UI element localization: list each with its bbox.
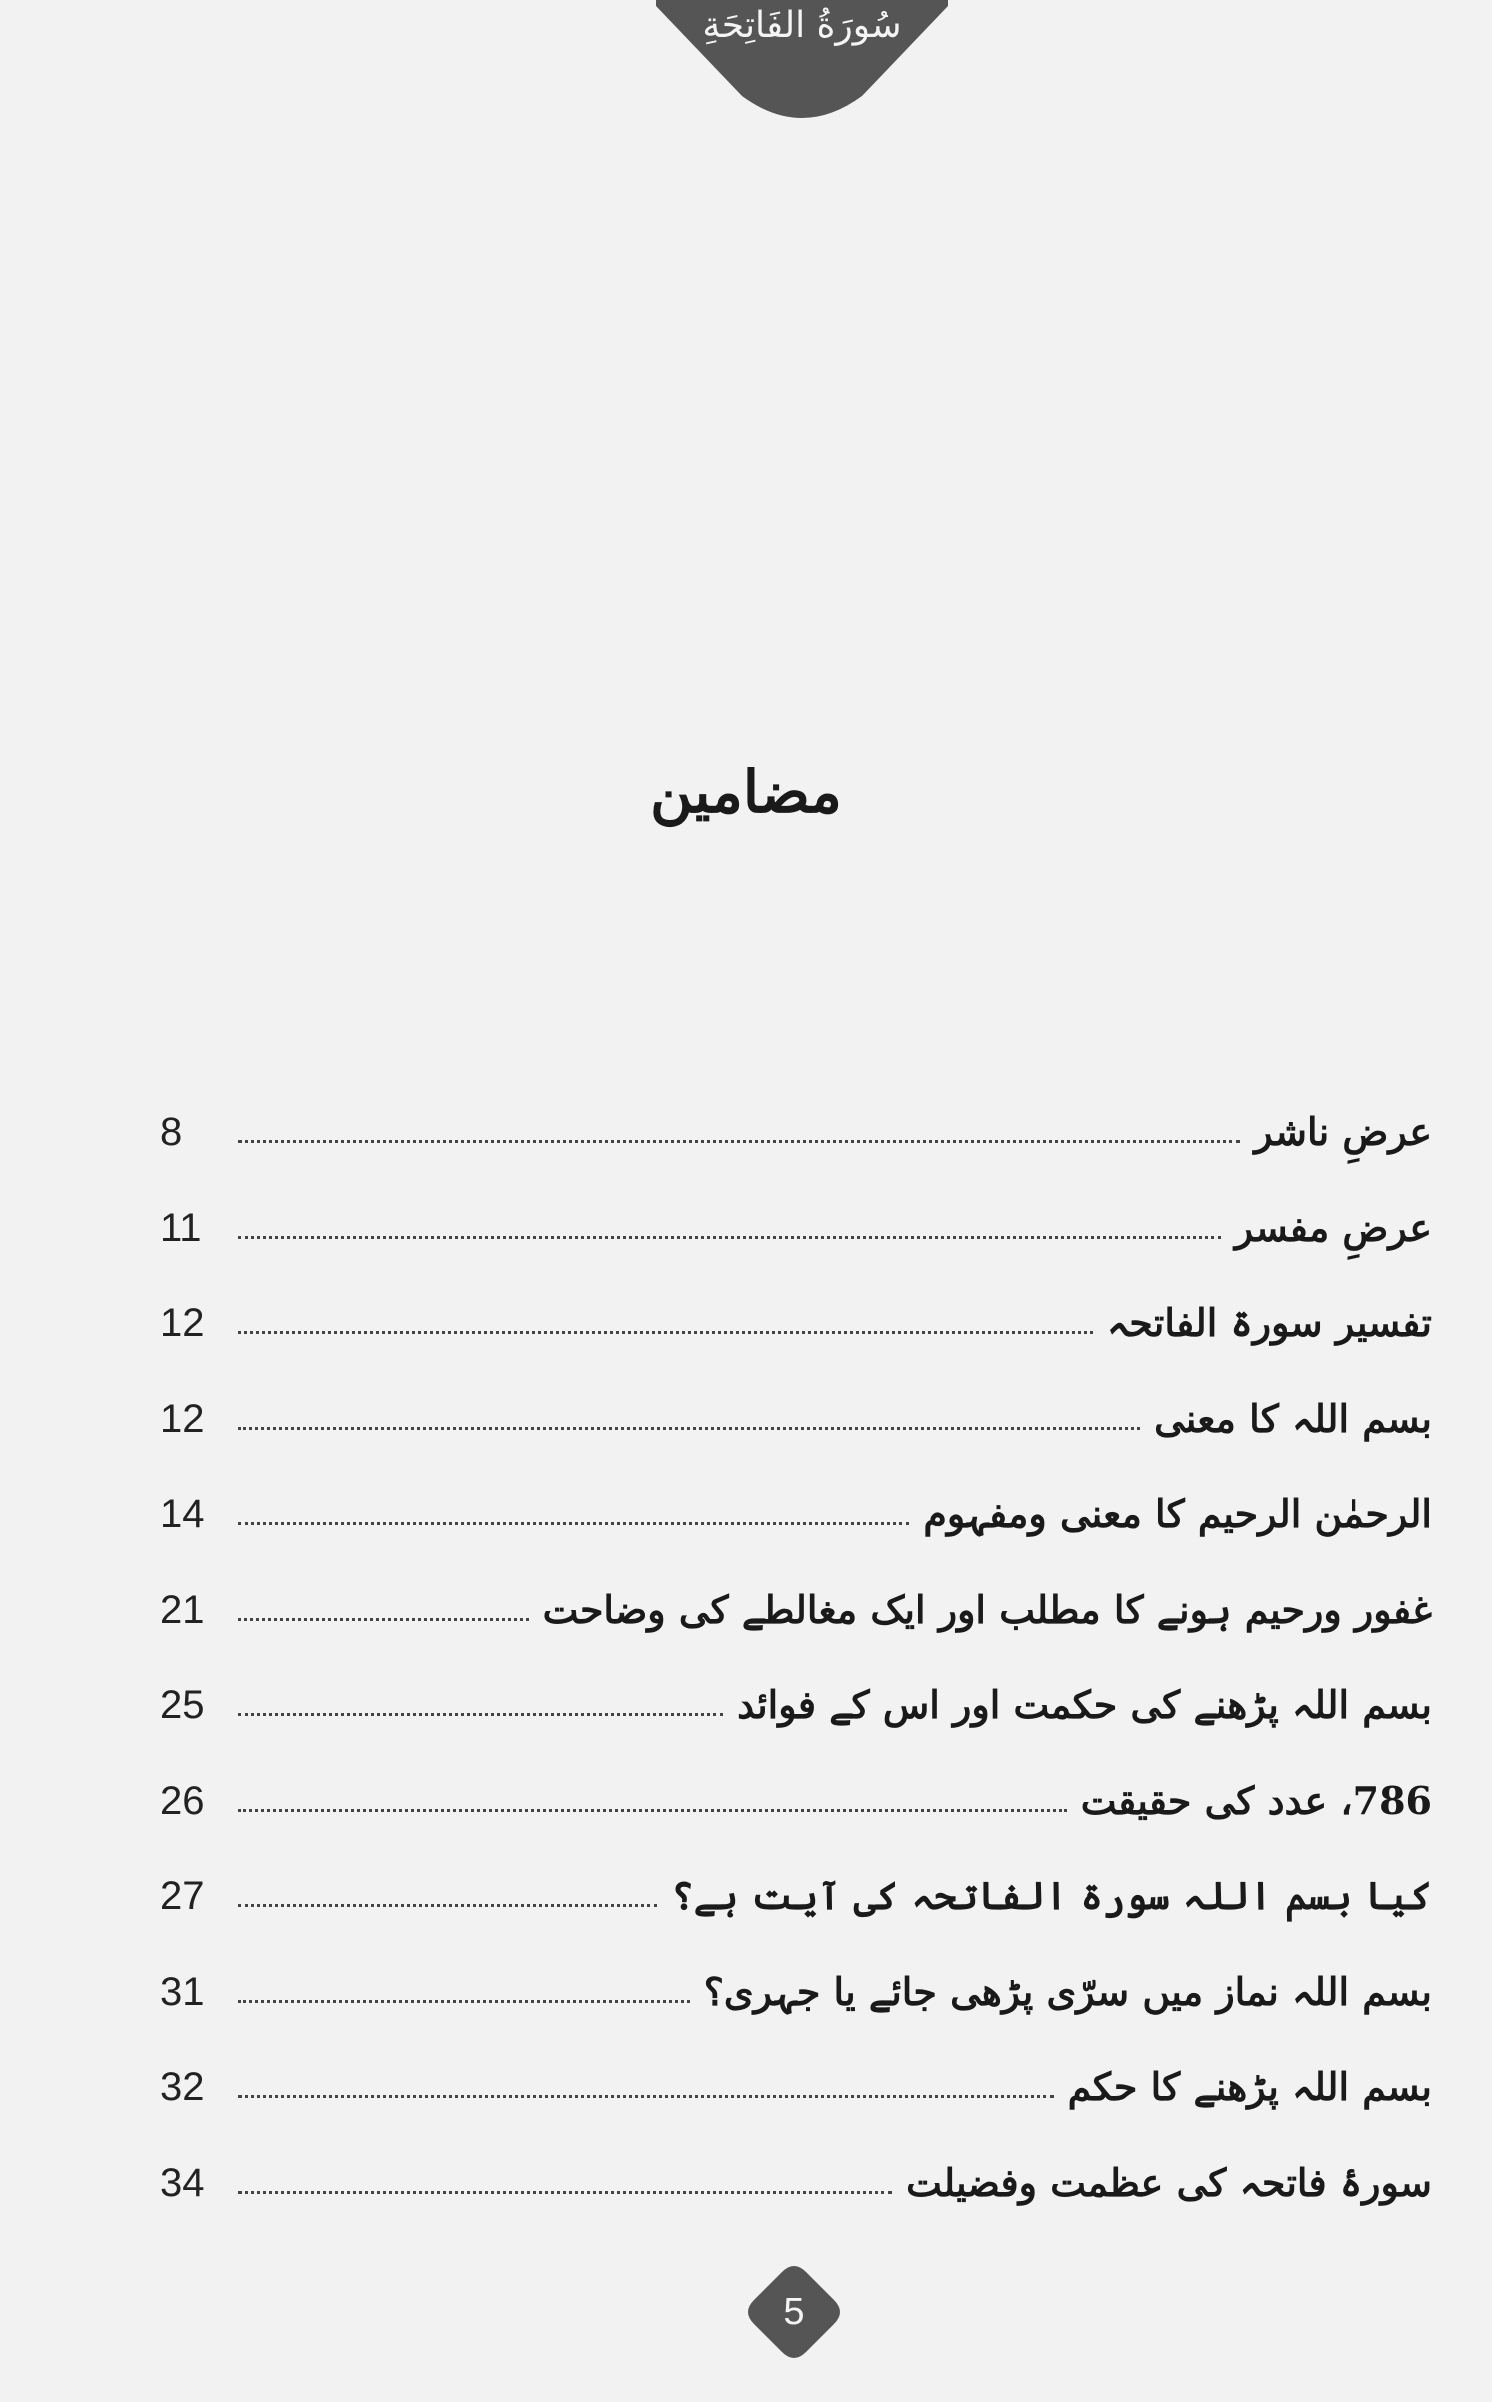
toc-entry-title: 786، عدد کی حقیقت [1080, 1777, 1432, 1823]
toc-page-number: 12 [160, 1301, 205, 1345]
toc-page-number: 27 [160, 1874, 205, 1918]
toc-dot-leader [238, 1713, 723, 1716]
page-number: 5 [783, 2291, 805, 2333]
toc-row [160, 1769, 1432, 1833]
toc-page-number: 32 [160, 2065, 205, 2109]
toc-dot-leader [238, 2191, 892, 2194]
toc-entry-title: بسم اللہ پڑھنے کی حکمت اور اس کے فوائد [737, 1682, 1432, 1727]
toc-entry-title: الرحمٰن الرحیم کا معنی ومفہوم [923, 1491, 1432, 1536]
toc-dot-leader [238, 2095, 1054, 2098]
toc-dot-leader [238, 1331, 1093, 1334]
toc-page-number: 21 [160, 1587, 205, 1632]
toc-row [160, 2151, 1432, 2215]
toc-entry-title: بسم اللہ نماز میں سرّی پڑھی جائے یا جہری؟ [703, 1968, 1432, 2014]
toc-page-number: 31 [160, 1969, 205, 2014]
toc-page-number: 8 [160, 1110, 183, 1154]
header-tab [656, 0, 948, 120]
toc-row [160, 1482, 1432, 1546]
toc-dot-leader [238, 2000, 690, 2003]
toc-entry-title: بسم اللہ کا معنی [1154, 1395, 1432, 1441]
page-number-badge [744, 2262, 844, 2362]
toc-row [160, 1387, 1432, 1451]
toc-row [160, 1578, 1432, 1642]
toc-row [160, 1100, 1432, 1164]
header-title: سُورَةُ الفَاتِحَةِ [702, 5, 902, 46]
toc-page-number: 34 [160, 2160, 205, 2205]
toc-dot-leader [238, 1427, 1140, 1430]
toc-page-number: 26 [160, 1778, 205, 1823]
toc-entry-title: کیا بسم اللہ سورۃ الفاتحہ کی آیت ہے؟ [671, 1873, 1432, 1918]
toc-entry-title: غفور ورحیم ہونے کا مطلب اور ایک مغالطے کی وضاحت [542, 1586, 1432, 1632]
toc-dot-leader [238, 1809, 1067, 1812]
toc-dot-leader [238, 1904, 657, 1907]
toc-row [160, 2055, 1432, 2119]
toc-entry-title: تفسیر سورۃ الفاتحہ [1107, 1300, 1432, 1345]
toc-entry-title: عرضِ مفسر [1234, 1204, 1432, 1250]
toc-page-number: 25 [160, 1683, 205, 1727]
toc-dot-leader [238, 1618, 529, 1621]
toc-row [160, 1291, 1432, 1355]
toc-page-number: 11 [160, 1205, 202, 1250]
toc-row [160, 1864, 1432, 1928]
toc-entry-title: عرضِ ناشر [1254, 1109, 1432, 1154]
toc-page-number: 12 [160, 1396, 205, 1441]
toc-entry-title: سورۂ فاتحہ کی عظمت وفضیلت [906, 2159, 1432, 2205]
toc-page-number: 14 [160, 1492, 205, 1536]
toc-row [160, 1673, 1432, 1737]
toc-dot-leader [238, 1236, 1221, 1239]
toc-dot-leader [238, 1522, 909, 1525]
toc-entry-title: بسم اللہ پڑھنے کا حکم [1067, 2064, 1432, 2109]
page-title: مضامین [650, 758, 842, 826]
toc-row [160, 1960, 1432, 2024]
toc-row [160, 1196, 1432, 1260]
toc-dot-leader [238, 1140, 1240, 1143]
